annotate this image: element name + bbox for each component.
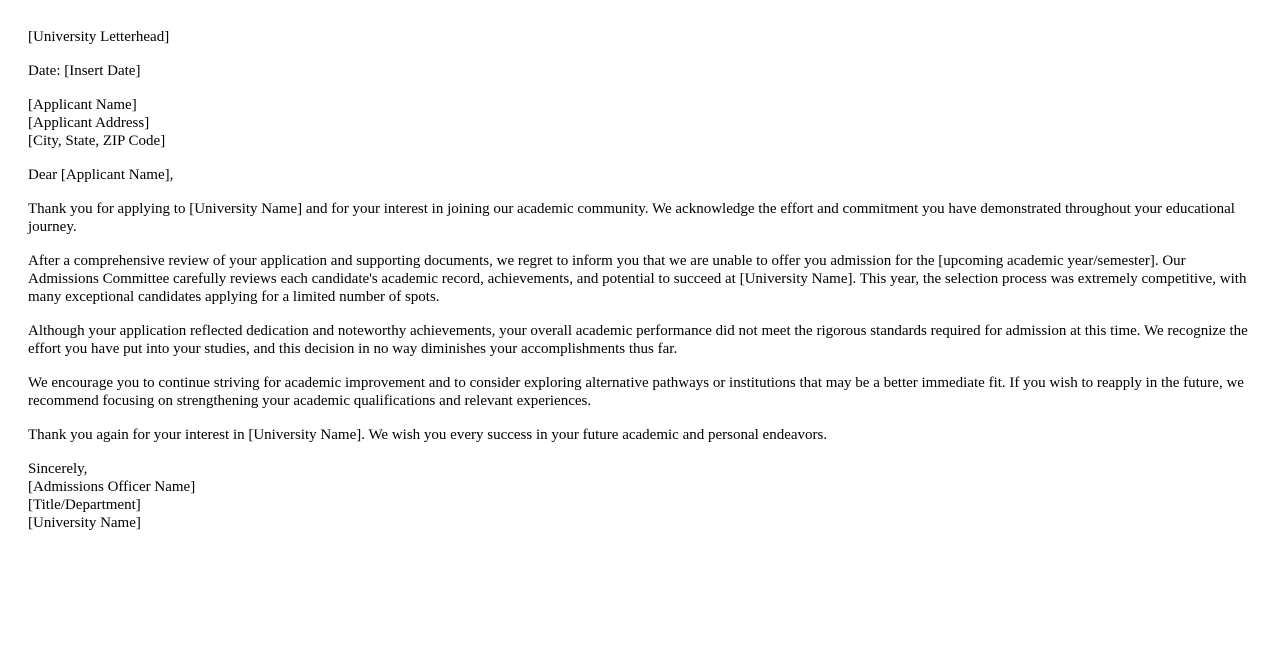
paragraph-encouragement: We encourage you to continue striving for academic improvement and to consider exploring alternative pathways or institutions that may be a better immediate fit. If you wish to reapply in the future, we recommend focusing on strengthening your academic qualifications and relevant experiences.	[28, 375, 1244, 409]
letterhead	[28, 28, 1250, 46]
signature-university-name: [University Name]	[28, 515, 141, 531]
letter-body	[28, 28, 1250, 548]
title-department: [Title/Department]	[28, 497, 141, 513]
date-block	[28, 62, 1250, 80]
paragraph-reasoning: Although your application reflected dedication and noteworthy achievements, your overall academic performance did not meet the rigorous standards required for admission at this time. We recognize the effort you have put into your studies, and this decision in no way diminishes your accomplishments thus far.	[28, 323, 1248, 357]
salutation: Dear [Applicant Name],	[28, 167, 174, 183]
paragraph-decision: After a comprehensive review of your application and supporting documents, we regret to inform you that we are unable to offer you admission for the [upcoming academic year/semester]. Our Admissions Committee carefully reviews each candidate's academic record, achievements, and potential to succeed at [University Name]. This year, the selection process was extremely competitive, with many exceptional candidates applying for a limited number of spots.	[28, 253, 1247, 305]
sign-off: Sincerely,	[28, 461, 88, 477]
recipient-address: [Applicant Address]	[28, 115, 150, 131]
letterhead-text: [University Letterhead]	[28, 29, 170, 45]
date-line: Date: [Insert Date]	[28, 63, 141, 79]
paragraph-thank-you: Thank you for applying to [University Name] and for your interest in joining our academic community. We acknowledge the effort and commitment you have demonstrated throughout your educational journey.	[28, 201, 1235, 235]
officer-name: [Admissions Officer Name]	[28, 479, 196, 495]
paragraph-closing-thanks: Thank you again for your interest in [University Name]. We wish you every success in your future academic and personal endeavors.	[28, 427, 828, 443]
recipient-name: [Applicant Name]	[28, 97, 137, 113]
signature-block	[28, 460, 1250, 532]
salutation-block	[28, 166, 1250, 184]
recipient-city-state-zip: [City, State, ZIP Code]	[28, 133, 166, 149]
recipient-address-block	[28, 96, 1250, 150]
